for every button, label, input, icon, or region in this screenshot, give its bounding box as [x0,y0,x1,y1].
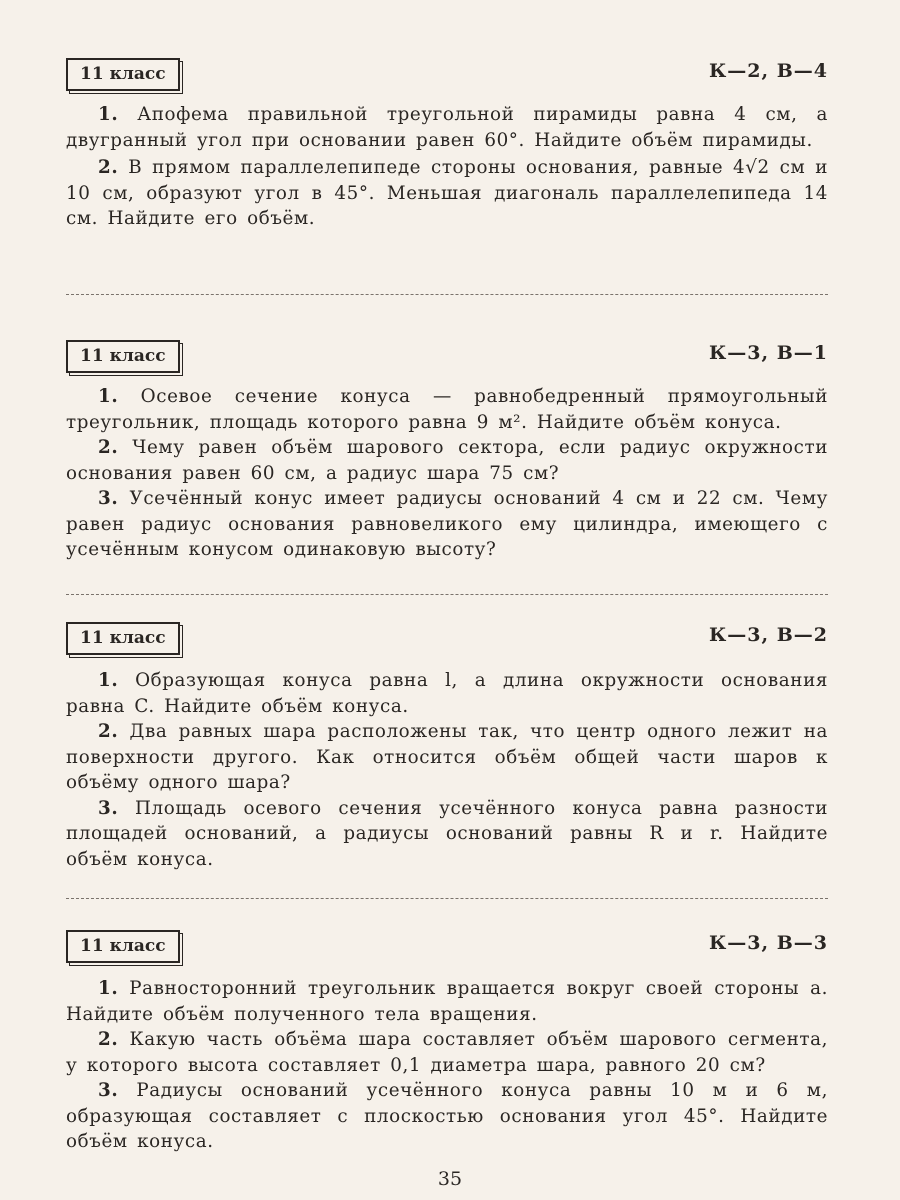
problem: 3. Усечённый конус имеет радиусы оснований 4 см и 22 см. Чему равен радиус основания равновеликого ему цилиндра, имеющего с усечённым конусом одинаковую высоту? [66,488,828,560]
card-k3-v1 [66,340,828,563]
card-k3-v2 [66,622,828,872]
card-k3-v3 [66,930,828,1155]
variant-label: К—3, В—2 [708,624,828,646]
problem: 3. Радиусы оснований усечённого конуса равны 10 м и 6 м, образующая составляет с плоскостью основания угол 45°. Найдите объём конуса. [66,1080,828,1152]
problem: 2. Два равных шара расположены так, что центр одного лежит на поверхности другого. Как относится объём общей части шаров к объёму одного шара? [66,721,828,793]
problem: 1. Осевое сечение конуса — равнобедренный прямоугольный треугольник, площадь которого равна 9 м². Найдите объём конуса. [66,386,828,433]
problem: 1. Апофема правильной треугольной пирамиды равна 4 см, а двугранный угол при основании равен 60°. Найдите объём пирамиды. [66,104,828,151]
variant-label: К—3, В—3 [708,932,828,954]
problem: 2. В прямом параллелепипеде стороны основания, равные 4√2 см и 10 см, образуют угол в 45°. Меньшая диагональ параллелепипеда 14 см. Найдите его объём. [66,157,828,229]
problem: 2. Чему равен объём шарового сектора, если радиус окружности основания равен 60 см, а радиус шара 75 см? [66,437,828,484]
class-label: 11 класс [66,340,180,373]
problem: 1. Равносторонний треугольник вращается вокруг своей стороны a. Найдите объём полученного тела вращения. [66,978,828,1025]
cut-line [66,898,828,899]
class-label: 11 класс [66,622,180,655]
variant-label: К—2, В—4 [708,60,828,82]
card-header [66,340,828,376]
problem: 1. Образующая конуса равна l, а длина окружности основания равна C. Найдите объём конуса. [66,670,828,717]
problem: 2. Какую часть объёма шара составляет объём шарового сегмента, у которого высота составляет 0,1 диаметра шара, равного 20 см? [66,1029,828,1076]
card-header [66,930,828,966]
problem: 3. Площадь осевого сечения усечённого конуса равна разности площадей оснований, а радиусы оснований равны R и r. Найдите объём конуса. [66,797,828,870]
cut-line [66,594,828,595]
cut-line [66,294,828,295]
card-k2-v4 [66,58,828,232]
page-number: 35 [437,1168,463,1190]
variant-label: К—3, В—1 [708,342,828,364]
card-header [66,58,828,94]
card-header [66,622,828,658]
class-label: 11 класс [66,58,180,91]
class-label: 11 класс [66,930,180,963]
